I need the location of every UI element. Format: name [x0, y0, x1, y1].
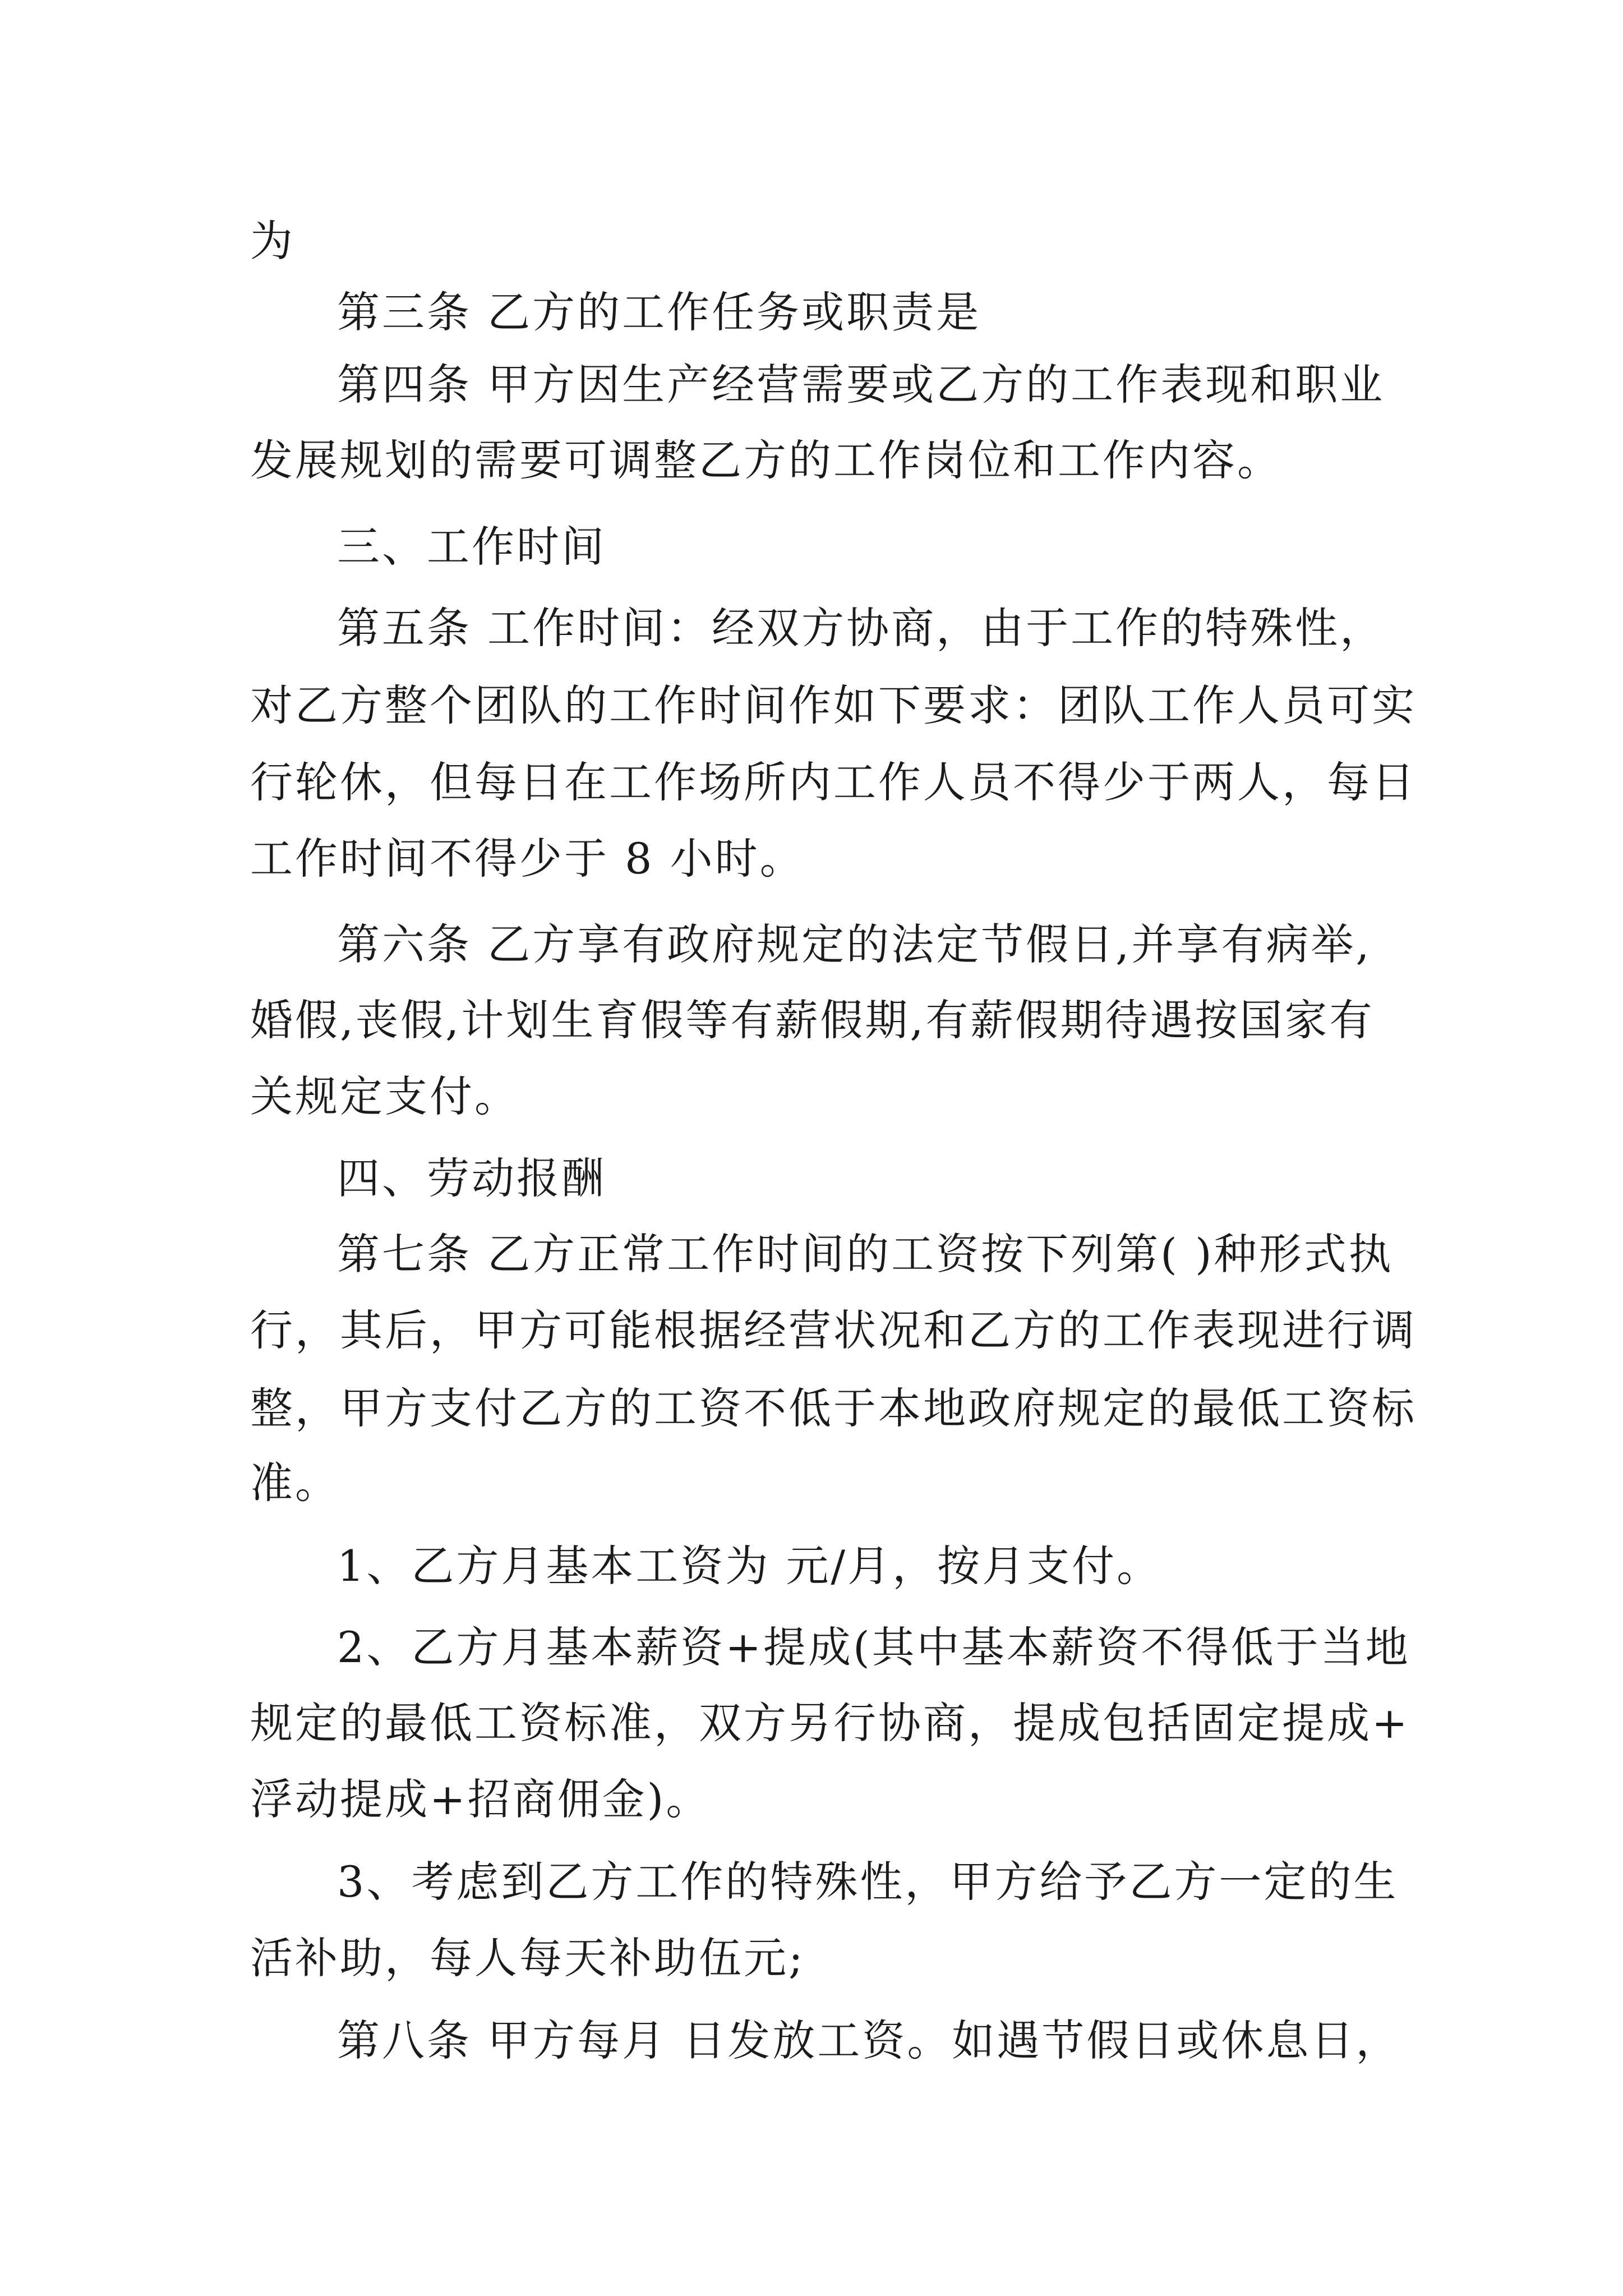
text-line: 第三条 乙方的工作任务或职责是 [337, 287, 981, 337]
text-line: 行，其后，甲方可能根据经营状况和乙方的工作表现进行调 [250, 1305, 1417, 1355]
text-line: 活补助，每人每天补助伍元; [250, 1933, 805, 1983]
text-line: 浮动提成+招商佣金)。 [250, 1774, 711, 1824]
text-line: 关规定支付。 [250, 1071, 519, 1121]
text-line: 整，甲方支付乙方的工资不低于本地政府规定的最低工资标 [250, 1383, 1417, 1433]
text-line: 第八条 甲方每月 日发放工资。如遇节假日或休息日， [337, 2016, 1401, 2065]
text-line: 对乙方整个团队的工作时间作如下要求：团队工作人员可实 [250, 680, 1417, 730]
text-line: 第四条 甲方因生产经营需要或乙方的工作表现和职业 [337, 360, 1385, 409]
text-line: 行轮休，但每日在工作场所内工作人员不得少于两人，每日 [250, 757, 1417, 807]
text-line: 准。 [250, 1458, 340, 1508]
text-line: 四、劳动报酬 [337, 1153, 606, 1203]
text-line: 第七条 乙方正常工作时间的工资按下列第( )种形式执 [337, 1229, 1394, 1279]
text-line: 第六条 乙方享有政府规定的法定节假日,并享有病举, [337, 919, 1372, 969]
text-line: 2、乙方月基本薪资+提成(其中基本薪资不得低于当地 [337, 1622, 1410, 1672]
text-line: 发展规划的需要可调整乙方的工作岗位和工作内容。 [250, 435, 1282, 485]
text-line: 1、乙方月基本工资为 元/月，按月支付。 [337, 1541, 1162, 1591]
text-line: 婚假,丧假,计划生育假等有薪假期,有薪假期待遇按国家有 [250, 995, 1375, 1045]
text-line: 工作时间不得少于 8 小时。 [250, 834, 805, 884]
text-line: 为 [250, 216, 295, 266]
text-line: 3、考虑到乙方工作的特殊性，甲方给予乙方一定的生 [337, 1857, 1399, 1907]
text-line: 第五条 工作时间：经双方协商，由于工作的特殊性， [337, 603, 1385, 653]
text-line: 三、工作时间 [337, 522, 606, 572]
text-line: 规定的最低工资标准，双方另行协商，提成包括固定提成+ [250, 1698, 1410, 1748]
